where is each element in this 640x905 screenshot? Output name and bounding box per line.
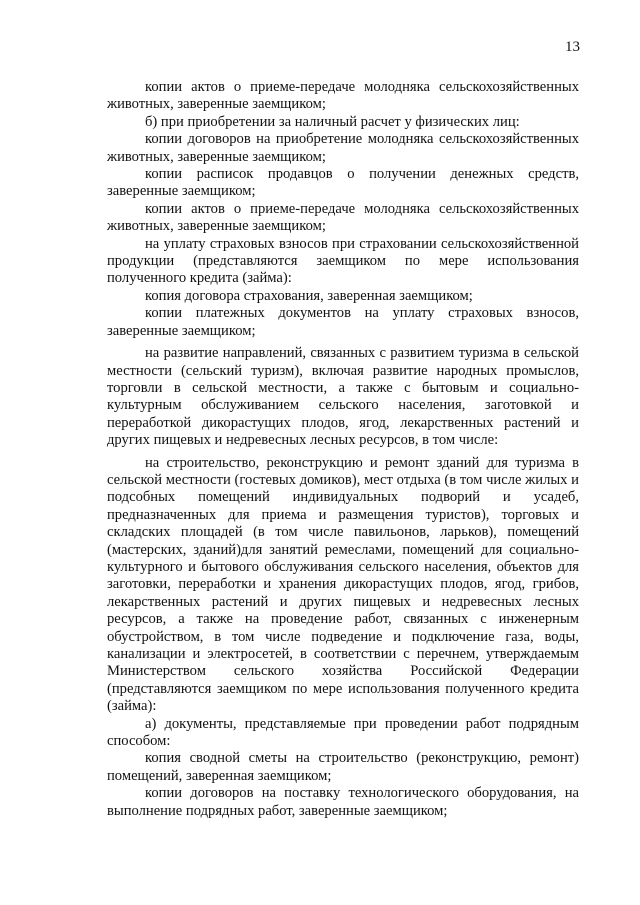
document-body — [107, 79, 579, 820]
paragraph: копии актов о приеме-передаче молодняка сельскохозяйственных животных, заверенные заемщиком; — [107, 79, 579, 113]
paragraph: копии актов о приеме-передаче молодняка сельскохозяйственных животных, заверенные заемщиком; — [107, 200, 579, 235]
paragraph: копия сводной сметы на строительство (реконструкцию, ремонт) помещений, заверенная заемщиком; — [107, 750, 579, 784]
paragraph: на развитие направлений, связанных с развитием туризма в сельской местности (сельский туризм), включая развитие народных промыслов, торговли в сельской местности, а также с бытовым и социально-культурным обслуживанием сельского населения, заготовкой и переработкой дикорастущих плодов, ягод, лекарственных растений и других пищевых и недревесных лесных ресурсов, в том числе: — [107, 345, 579, 449]
paragraph: на уплату страховых взносов при страховании сельскохозяйственной продукции (представляются заемщиком по мере использования полученного кредита (займа): — [107, 235, 579, 287]
paragraph: а) документы, представляемые при проведении работ подрядным способом: — [107, 715, 579, 750]
paragraph: копия договора страхования, заверенная заемщиком; — [145, 287, 473, 304]
paragraph: на строительство, реконструкцию и ремонт зданий для туризма в сельской местности (гостевых домиков), мест отдыха (в том числе жилых и подсобных помещений индивидуальных подворий и усадеб, предназначенных для приема и размещения туристов), торговых и складских площадей (в том числе павильонов, ларьков), помещений (мастерских, зданий)для занятий ремеслами, помещений для социально-культурного и бытового обслуживания сельского населения, объектов для заготовки, переработки и хранения дикорастущих плодов, ягод, грибов, лекарственных растений и других пищевых и недревесных лесных ресурсов, а также на проведение работ, связанных с инженерным обустройством, в том числе подведение и подключение газа, воды, канализации и электросетей, в соответствии с перечнем, утверждаемым Министерством сельского хозяйства Российской Федерации (представляются заемщиком по мере использования полученного кредита (займа): — [107, 454, 579, 715]
page-number: 13 — [565, 39, 580, 55]
paragraph: копии договоров на поставку технологического оборудования, на выполнение подрядных работ, заверенные заемщиком; — [107, 785, 579, 819]
paragraph: б) при приобретении за наличный расчет у физических лиц: — [145, 113, 520, 130]
paragraph: копии платежных документов на уплату страховых взносов, заверенные заемщиком; — [107, 305, 579, 339]
paragraph: копии расписок продавцов о получении денежных средств, заверенные заемщиком; — [107, 166, 579, 200]
paragraph: копии договоров на приобретение молодняка сельскохозяйственных животных, заверенные заемщиком; — [107, 131, 579, 165]
